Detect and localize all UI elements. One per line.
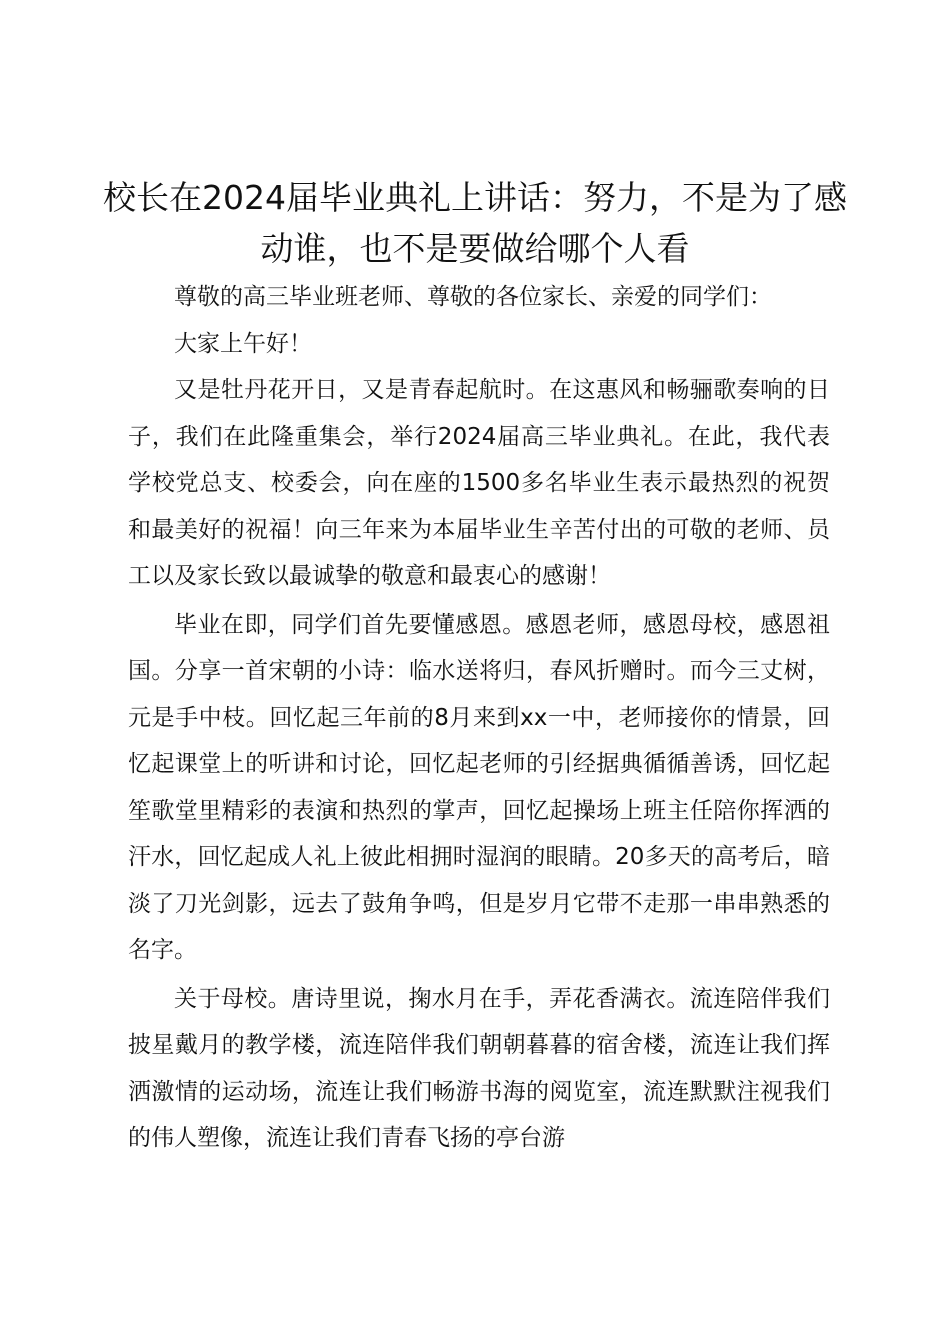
greeting-paragraph: 大家上午好！ xyxy=(174,330,312,357)
gratitude-paragraph: 毕业在即，同学们首先要懂感恩。感恩老师，感恩母校，感恩祖国。分享一首宋朝的小诗：临水送将归，春风折赠时。而今三丈树，元是手中枝。回忆起三年前的8月来到xx一中，老师接你的情景，回忆起课堂上的听讲和讨论，回忆起老师的引经据典循循善诱，回忆起笙歌堂里精彩的表演和热烈的掌声，回忆起操场上班主任陪你挥洒的汗水，回忆起成人礼上彼此相拥时湿润的眼睛。20多天的高考后，暗淡了刀光剑影，远去了鼓角争鸣，但是岁月它带不走那一串串熟悉的名字。 xyxy=(128,611,830,963)
document-body xyxy=(128,274,830,1162)
alma-mater-paragraph: 关于母校。唐诗里说，掬水月在手，弄花香满衣。流连陪伴我们披星戴月的教学楼，流连陪伴我们朝朝暮暮的宿舍楼，流连让我们挥洒激情的运动场，流连让我们畅游书海的阅览室，流连默默注视我们的伟人塑像，流连让我们青春飞扬的亭台游 xyxy=(128,985,830,1151)
opening-paragraph: 又是牡丹花开日，又是青春起航时。在这惠风和畅骊歌奏响的日子，我们在此隆重集会，举行2024届高三毕业典礼。在此，我代表学校党总支、校委会，向在座的1500多名毕业生表示最热烈的祝贺和最美好的祝福！向三年来为本届毕业生辛苦付出的可敬的老师、员工以及家长致以最诚挚的敬意和最衷心的感谢！ xyxy=(128,377,830,589)
document-title: 校长在2024届毕业典礼上讲话：努力，不是为了感动谁，也不是要做给哪个人看 xyxy=(103,178,847,268)
salutation-paragraph: 尊敬的高三毕业班老师、尊敬的各位家长、亲爱的同学们： xyxy=(174,284,772,310)
